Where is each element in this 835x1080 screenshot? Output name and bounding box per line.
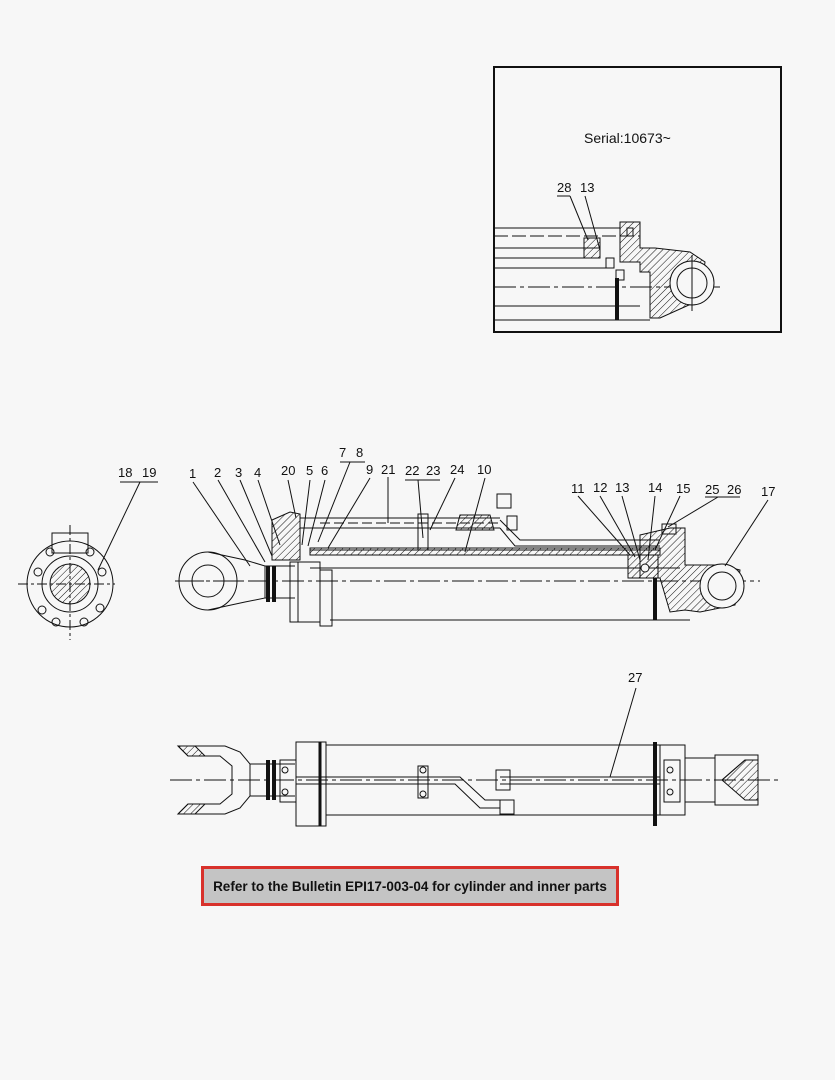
callout-26: 26 <box>727 482 742 497</box>
callout-27: 27 <box>628 670 643 685</box>
callout-4: 4 <box>254 465 262 480</box>
inset-serial: Serial:10673~ <box>584 130 671 146</box>
callout-20: 20 <box>281 463 296 478</box>
callout-3: 3 <box>235 465 243 480</box>
inset-label-13: 13 <box>580 180 595 195</box>
flange-end-view <box>18 482 158 640</box>
end-view-label-19: 19 <box>142 465 157 480</box>
callout-11: 11 <box>571 481 585 496</box>
callout-24: 24 <box>450 462 465 477</box>
callout-6: 6 <box>321 463 329 478</box>
callout-1: 1 <box>189 466 197 481</box>
bulletin-notice: Refer to the Bulletin EPI17-003-04 for cylinder and inner parts <box>201 866 619 906</box>
callout-23: 23 <box>426 463 441 478</box>
callout-15: 15 <box>676 481 691 496</box>
callout-21: 21 <box>381 462 396 477</box>
end-view-label-18: 18 <box>118 465 133 480</box>
inset-frame <box>494 67 781 332</box>
inset-label-28: 28 <box>557 180 572 195</box>
callout-7: 7 <box>339 445 347 460</box>
callout-9: 9 <box>366 462 374 477</box>
top-view <box>170 688 780 826</box>
callout-8: 8 <box>356 445 364 460</box>
callout-14: 14 <box>648 480 663 495</box>
callout-10: 10 <box>477 462 492 477</box>
callout-13: 13 <box>615 480 630 495</box>
callout-2: 2 <box>214 465 222 480</box>
callout-22: 22 <box>405 463 420 478</box>
callout-25: 25 <box>705 482 720 497</box>
callout-12: 12 <box>593 480 608 495</box>
callout-17: 17 <box>761 484 776 499</box>
inset-detail <box>494 67 781 332</box>
callout-5: 5 <box>306 463 314 478</box>
